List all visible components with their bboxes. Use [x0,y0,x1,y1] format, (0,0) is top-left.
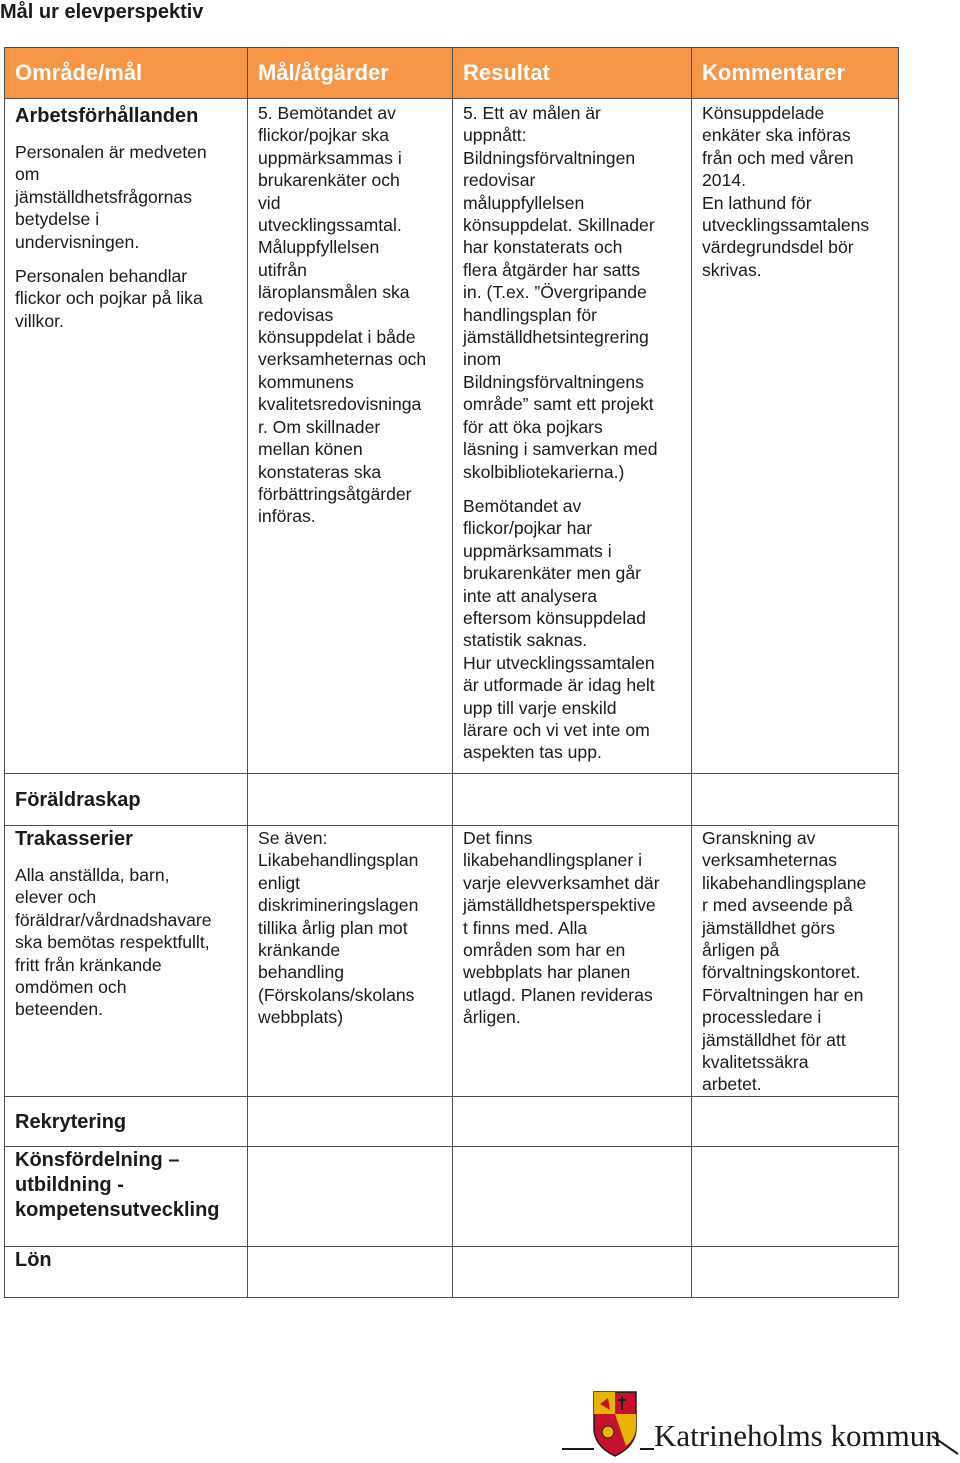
cell-resultat [453,826,692,1097]
logo-wordmark: Katrineholms kommun [654,1418,941,1453]
row-heading-trakasserier: Trakasserier [15,828,133,850]
table-header-row [5,48,899,99]
cell-kommentarer [692,1147,899,1247]
shield-icon [594,1392,636,1456]
row-heading-arbetsforhallanden: Arbetsförhållanden [15,105,199,127]
cell-atgarder [248,826,453,1097]
footer-logo [560,1388,960,1458]
cell-resultat [453,99,692,774]
cell-omrade [5,1097,248,1147]
cell-atgarder [248,99,453,774]
katrineholm-logo [560,1388,960,1458]
col-header-kommentarer: Kommentarer [692,48,899,99]
cell-atgarder [248,1147,453,1247]
goal-text: Personalen är medveten om jämställdhetsfrågornas betydelse i undervisningen. [15,142,207,252]
table-row [5,826,899,1097]
row-heading-konsfordelning: Könsfördelning – utbildning - kompetensutveckling [15,1149,220,1221]
cell-kommentarer [692,99,899,774]
goal-text: Personalen behandlar flickor och pojkar på lika villkor. [15,266,203,331]
table-row [5,1147,899,1247]
cell-omrade [5,1247,248,1298]
comment-text: Granskning av verksamheternas likabehandlingsplane r med avseende på jämställdhet görs årligen på förvaltningskontoret. Förvaltningen har en processledare i jämställdhet för att kvalitetssäkra arbetet. [702,828,867,1095]
page-title: Mål ur elevperspektiv [0,1,204,23]
cell-omrade [5,99,248,774]
col-header-omrade: Område/mål [5,48,248,99]
table-row [5,1097,899,1147]
table-row [5,99,899,774]
measure-text: 5. Bemötandet av flickor/pojkar ska uppmärksammas i brukarenkäter och vid utvecklingssamtal. Måluppfyllelsen utifrån läroplansmålen ska redovisas könsuppdelat i både verksamheternas och kommunens kvalitetsredovisninga r. Om skillnader mellan könen konstateras ska förbättringsåtgärder införas. [258,103,427,527]
measure-text: Se även: Likabehandlingsplan enligt diskrimineringslagen tillika årlig plan mot kränkande behandling (Förskolans/skolans webbplats) [258,828,419,1028]
row-heading-rekrytering: Rekrytering [15,1110,127,1133]
cell-kommentarer [692,774,899,826]
cell-resultat [453,774,692,826]
result-text: Det finns likabehandlingsplaner i varje elevverksamhet där jämställdhetsperspektive t finns med. Alla områden som har en webbplats har planen utlagd. Planen revideras årligen. [463,828,660,1028]
cell-omrade [5,774,248,826]
result-text: Bemötandet av flickor/pojkar har uppmärksammats i brukarenkäter men går inte att analysera eftersom könsuppdelad statistik saknas. Hur utvecklingssamtalen är utformade är idag helt upp till varje enskild lärare och vi vet inte om aspekten tas upp. [463,495,655,763]
cell-atgarder [248,1247,453,1298]
cell-resultat [453,1147,692,1247]
col-header-resultat: Resultat [453,48,692,99]
row-heading-foraldraskap: Föräldraskap [15,788,141,811]
goal-text: Alla anställda, barn, elever och föräldrar/vårdnadshavare ska bemötas respektfullt, fritt från kränkande omdömen och beteenden. [15,865,212,1020]
table-row [5,1247,899,1298]
comment-text: Könsuppdelade enkäter ska införas från och med våren 2014. En lathund för utvecklingssamtalens värdegrundsdel bör skrivas. [702,103,870,280]
table-row [5,774,899,826]
row-heading-lon: Lön [15,1249,52,1271]
cell-resultat [453,1247,692,1298]
cell-omrade [5,1147,248,1247]
cell-atgarder [248,774,453,826]
cell-omrade [5,826,248,1097]
cell-kommentarer [692,1247,899,1298]
result-text: 5. Ett av målen är uppnått: Bildningsförvaltningen redovisar måluppfyllelsen könsuppdelat. Skillnader har konstaterats och flera åtgärder har satts in. (T.ex. ”Övergripande handlingsplan för jämställdhetsintegrering inom Bildningsförvaltningens område” samt ett projekt för att öka pojkars läsning i samverkan med skolbibliotekarierna.) [463,103,658,482]
cell-kommentarer [692,1097,899,1147]
cell-atgarder [248,1097,453,1147]
col-header-atgarder: Mål/åtgärder [248,48,453,99]
cell-resultat [453,1097,692,1147]
cell-kommentarer [692,826,899,1097]
goals-table [4,47,899,1298]
